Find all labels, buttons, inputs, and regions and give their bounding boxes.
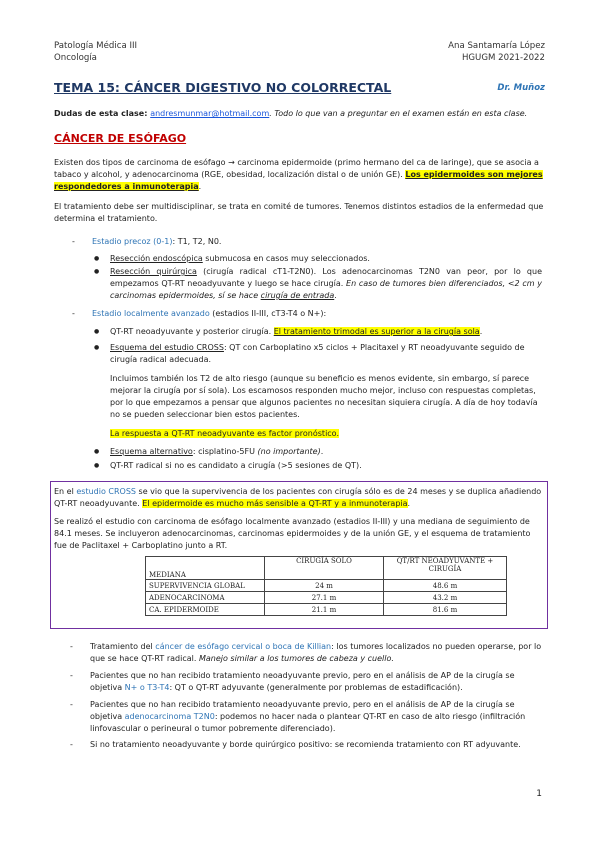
table-cell: 24 m (265, 580, 384, 592)
cross-study-end: . (407, 499, 411, 508)
table-cell: 27.1 m (265, 592, 384, 604)
doubts-line (54, 108, 554, 120)
doubts-note: . Todo lo que van a preguntar en el examen están en esta clase. (269, 109, 528, 118)
adjuvant-n-plus-end: : QT o QT-RT adyuvante (generalmente por problemas de estadificación). (169, 683, 463, 692)
page-title: TEMA 15: CÁNCER DIGESTIVO NO COLORRECTAL (54, 80, 392, 95)
cross-study-paragraph (54, 486, 544, 510)
header-right (448, 40, 545, 64)
trimodal-item (110, 326, 542, 338)
table-cell: 48.6 m (384, 580, 507, 592)
table-cell: 43.2 m (384, 592, 507, 604)
surgical-resection-italic: En caso de tumores bien diferenciados, <2 cm y carcinomas epidermoides, sí se hace (110, 279, 542, 300)
header-specialty: Oncología (54, 53, 97, 63)
title-row (54, 80, 545, 96)
alternative-scheme-item (110, 446, 542, 458)
table-cell: 21.1 m (265, 604, 384, 616)
surgical-resection-end: . (334, 291, 337, 300)
table-header-row (146, 557, 507, 580)
cervical-cancer-item (90, 641, 545, 665)
advanced-stage-label: Estadio localmente avanzado (92, 309, 210, 318)
trimodal-text: QT-RT neoadyuvante y posterior cirugía. (110, 327, 274, 336)
prognostic-factor-highlight: La respuesta a QT-RT neoadyuvante es factor pronóstico. (110, 429, 339, 438)
table-row (146, 604, 507, 616)
early-stage-stages: : T1, T2, N0. (172, 237, 222, 246)
intro-text: Existen dos tipos de carcinoma de esófago → carcinoma epidermoide (primo hermano del ca de laringe), que se asocia a tabaco y alcohol, y adenocarcinoma (RGE, obesidad, localización distal o de unión GE). (54, 158, 539, 179)
early-stage-label: Estadio precoz (0-1) (92, 237, 173, 246)
table-header-cell: QT/RT NEOADYUVANTE + CIRUGÍA (384, 557, 507, 580)
alternative-scheme-label: Esquema alternativo (110, 447, 193, 456)
t2n0-text: Pacientes que no han recibido tratamiento neoadyuvante previo, pero en el análisis de AP de la cirugía se objetiva (90, 700, 515, 721)
advanced-stage-item (92, 308, 542, 320)
cross-study-text: se vio que la supervivencia de los pacientes con cirugía sólo es de 24 meses y se duplica añadiendo QT-RT neoadyuvante. (54, 487, 542, 508)
intro-paragraph (54, 157, 546, 193)
endoscopic-resection-text: submucosa en casos muy seleccionados. (202, 254, 370, 263)
endoscopic-resection-label: Resección endoscópica (110, 254, 203, 263)
prognostic-factor-line (110, 428, 542, 440)
surgical-resection-italic-underlined: cirugía de entrada (260, 291, 335, 300)
doubts-label: Dudas de esta clase: (54, 109, 151, 118)
surgical-resection-item (110, 266, 542, 302)
trimodal-highlight: El tratamiento trimodal es superior a la cirugía sola (273, 327, 480, 336)
cross-scheme-label: Esquema del estudio CROSS (110, 343, 224, 352)
radical-qtrt-item: ● QT-RT radical si no es candidato a cirugía (>5 sesiones de QT). (110, 460, 542, 472)
multidisciplinary-paragraph: El tratamiento debe ser multidisciplinar, se trata en comité de tumores. Tenemos distintos estadios de la enfermedad que determina el tratamiento. (54, 202, 544, 223)
table-header-cell: CIRUGÍA SOLO (265, 557, 384, 580)
advanced-stage-stages: (estadios II-III, cT3-T4 o N+): (209, 309, 327, 318)
table-row (146, 580, 507, 592)
alternative-scheme-text: : cisplatino-5FU (192, 447, 258, 456)
header-hospital-year: HGUGM 2021-2022 (461, 53, 545, 63)
table-cell: SUPERVIVENCIA GLOBAL (146, 580, 265, 592)
cervical-blue: cáncer de esófago cervical o boca de Killian (155, 642, 332, 651)
endoscopic-resection-item (110, 253, 542, 265)
cross-study-blue: estudio CROSS (76, 487, 136, 496)
intro-end: . (198, 182, 202, 191)
header-author: Ana Santamaría López (448, 41, 545, 51)
page-number: 1 (536, 789, 542, 799)
alternative-scheme-end: . (320, 447, 324, 456)
table-cell: CA. EPIDERMOIDE (146, 604, 265, 616)
surgical-resection-text: (cirugía radical cT1-T2N0). Los adenocarcinomas T2N0 van peor, por lo que empezamos QT-RT neoadyuvante y luego se hace cirugía. (110, 267, 543, 288)
early-stage-item (92, 236, 542, 248)
alternative-scheme-italic: (no importante) (257, 447, 321, 456)
t2n0-end: : podemos no hacer nada o plantear QT-RT en caso de alto riesgo (infiltración linfovascular o perineural o tumor pobremente diferenciado). (90, 712, 526, 733)
email-link[interactable]: andresmunmar@hotmail.com (150, 109, 270, 118)
cross-scheme-item (110, 342, 542, 366)
table-row (146, 592, 507, 604)
t2n0-item (90, 699, 545, 735)
cervical-pre: Tratamiento del (90, 642, 156, 651)
cross-study-highlight: El epidermoide es mucho más sensible a QT-RT y a inmunoterapia (142, 499, 408, 508)
surgical-resection-label: Resección quirúrgica (110, 267, 197, 276)
header-subject: Patología Médica III (54, 41, 138, 51)
table-header-cell: MEDIANA (146, 557, 265, 580)
cross-study-pre: En el (54, 487, 77, 496)
t2n0-blue: adenocarcinoma T2N0 (124, 712, 215, 721)
cervical-text: : los tumores localizados no pueden operarse, por lo que se hace QT-RT radical. (90, 642, 542, 663)
intro-highlight: Los epidermoides son mejores respondedores a inmunoterapia (54, 170, 543, 191)
positive-margin-item: - Si no tratamiento neoadyuvante y borde quirúrgico positivo: se recomienda tratamiento con RT adyuvante. (90, 739, 545, 751)
adjuvant-n-plus-blue: N+ o T3-T4 (124, 683, 170, 692)
cervical-italic: Manejo similar a los tumores de cabeza y cuello. (198, 654, 394, 663)
adjuvant-n-plus-text: Pacientes que no han recibido tratamiento neoadyuvante previo, pero en el análisis de AP de la cirugía se objetiva (90, 671, 515, 692)
section-title: CÁNCER DE ESÓFAGO (54, 132, 187, 145)
header-left (54, 40, 137, 64)
table-cell: ADENOCARCINOMA (146, 592, 265, 604)
cross-study-method-paragraph: Se realizó el estudio con carcinoma de esófago localmente avanzado (estadios II-III) y una mediana de seguimiento de 84.1 meses. Se incluyeron adenocarcinomas, carcinomas epidermoides y de la unión GE, y el esquema de tratamiento fue de Paclitaxel + Carboplatino junto a RT. (54, 517, 531, 550)
teacher-name: Dr. Muñoz (497, 83, 545, 93)
cross-results-table (145, 556, 507, 616)
cross-scheme-text: : QT con Carboplatino x5 ciclos + Placitaxel y RT neoadyuvante seguido de cirugía radical adecuada. (110, 343, 525, 364)
trimodal-end: . (479, 327, 483, 336)
table-cell: 81.6 m (384, 604, 507, 616)
t2-high-risk-paragraph: Incluimos también los T2 de alto riesgo (aunque su beneficio es menos evidente, sin embargo, sí parece mejorar la cirugía por sí sola). Los escamosos responden mucho mejor, incluso con respuestas completas, por lo que empezamos a pensar que algunos pacientes no necesitan siquiera cirugía. A día de hoy todavía no se pueden seleccionar bien estos pacientes. (110, 374, 538, 419)
adjuvant-n-plus-item (90, 670, 545, 694)
